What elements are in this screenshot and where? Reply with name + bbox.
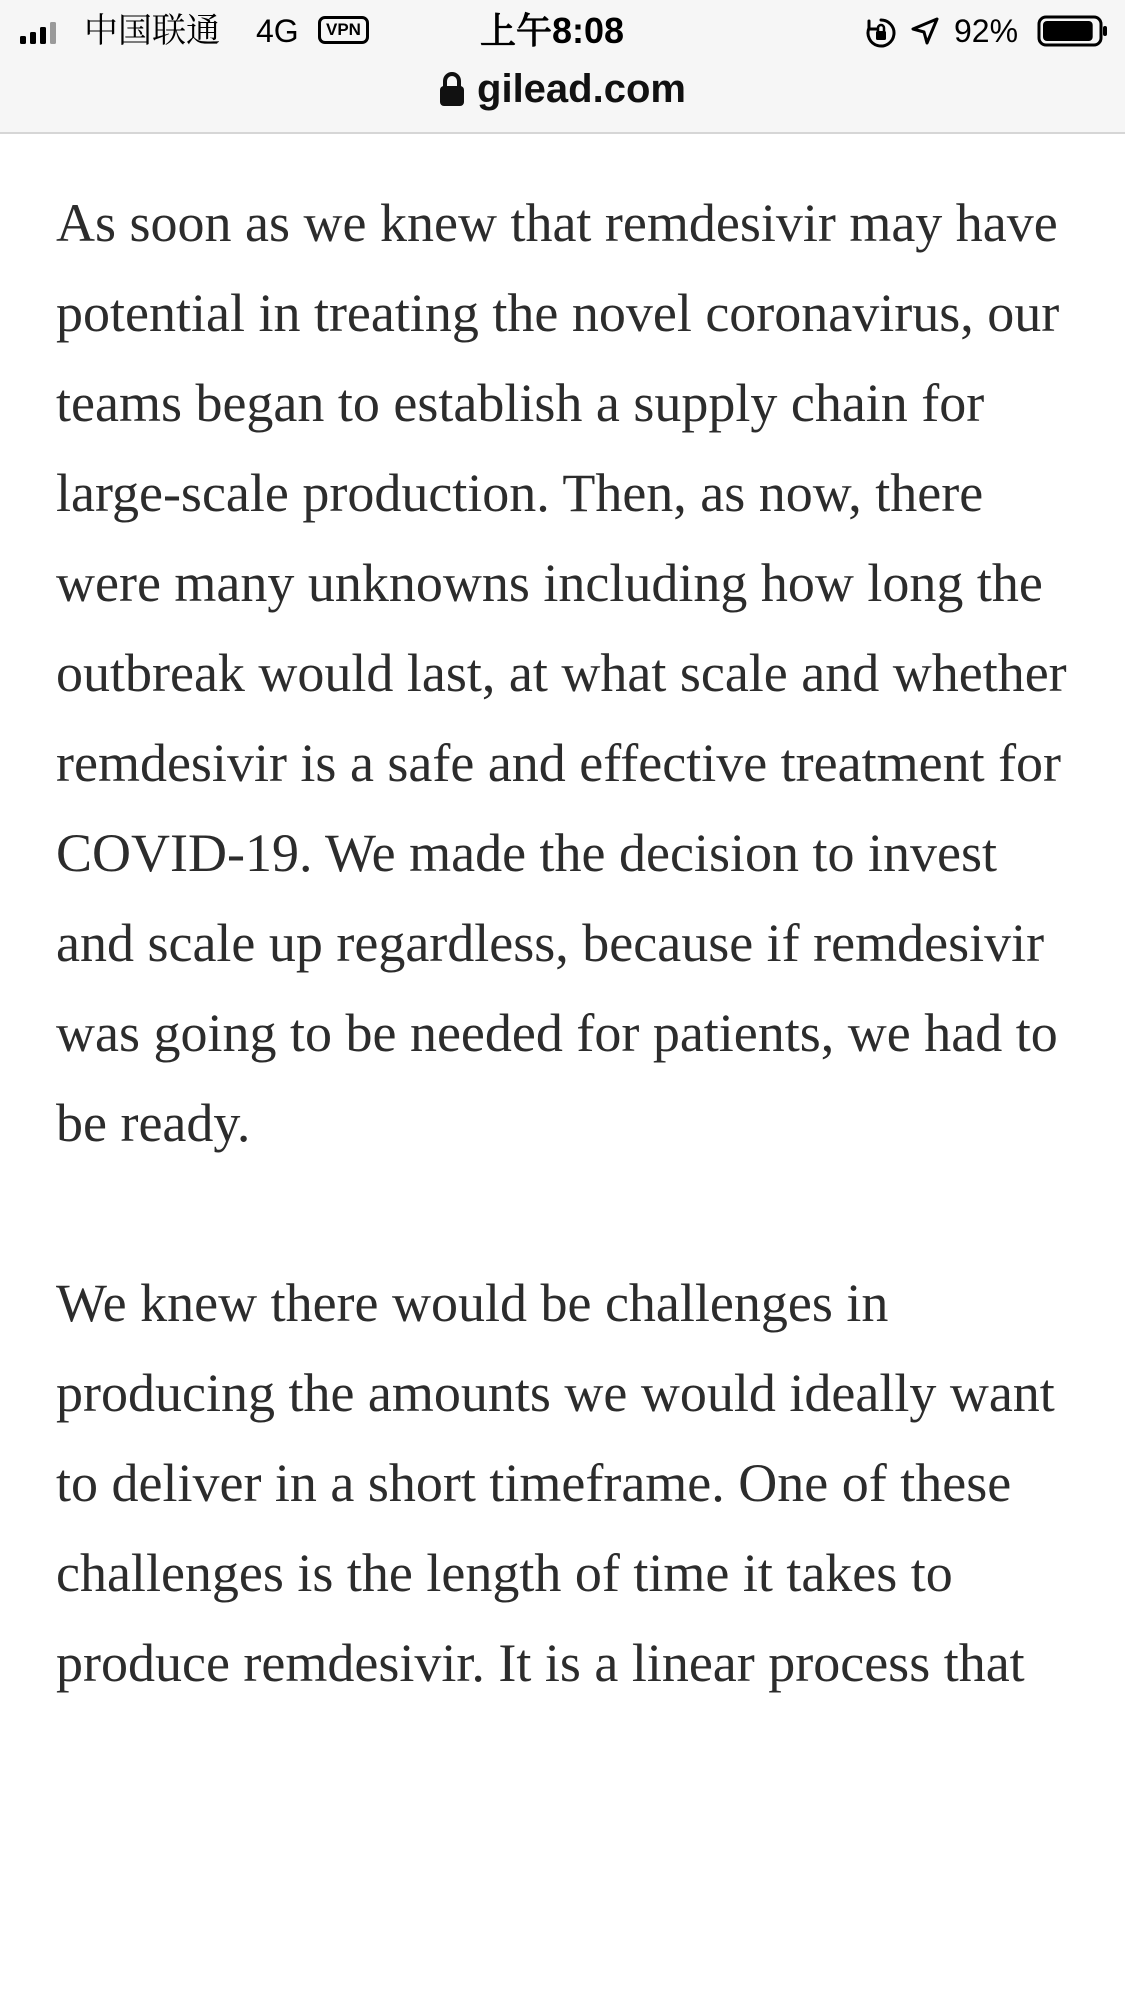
location-arrow-icon xyxy=(910,16,940,46)
network-type: 4G xyxy=(256,13,299,49)
article-paragraph: We knew there would be challenges in producing the amounts we would ideally want to deliver in a short timeframe. One of these challenges is the length of time it takes to produce remdesivir. It is a linear process that xyxy=(56,1273,1055,1693)
address-bar[interactable] xyxy=(0,58,1125,120)
article-paragraph: As soon as we knew that remdesivir may have potential in treating the novel coronavirus, our teams began to establish a supply chain for large-scale production. Then, as now, there were many unknowns including how long the outbreak would last, at what scale and whether remdesivir is a safe and effective treatment for COVID-19. We made the decision to invest and scale up regardless, because if remdesivir was going to be needed for patients, we had to be ready. xyxy=(56,193,1067,1153)
carrier-name: 中国联通 xyxy=(84,12,220,50)
padlock-icon xyxy=(439,71,465,107)
vpn-badge: VPN xyxy=(318,16,369,44)
status-time: 上午8:08 xyxy=(480,10,625,51)
article-body xyxy=(56,178,1086,1798)
signal-icon xyxy=(20,22,58,44)
browser-header xyxy=(0,0,1125,134)
battery-percent: 92% xyxy=(954,13,1019,49)
status-bar xyxy=(0,0,1125,62)
site-domain[interactable]: gilead.com xyxy=(477,66,686,111)
rotation-lock-icon xyxy=(864,16,898,50)
battery-icon xyxy=(1037,14,1109,48)
